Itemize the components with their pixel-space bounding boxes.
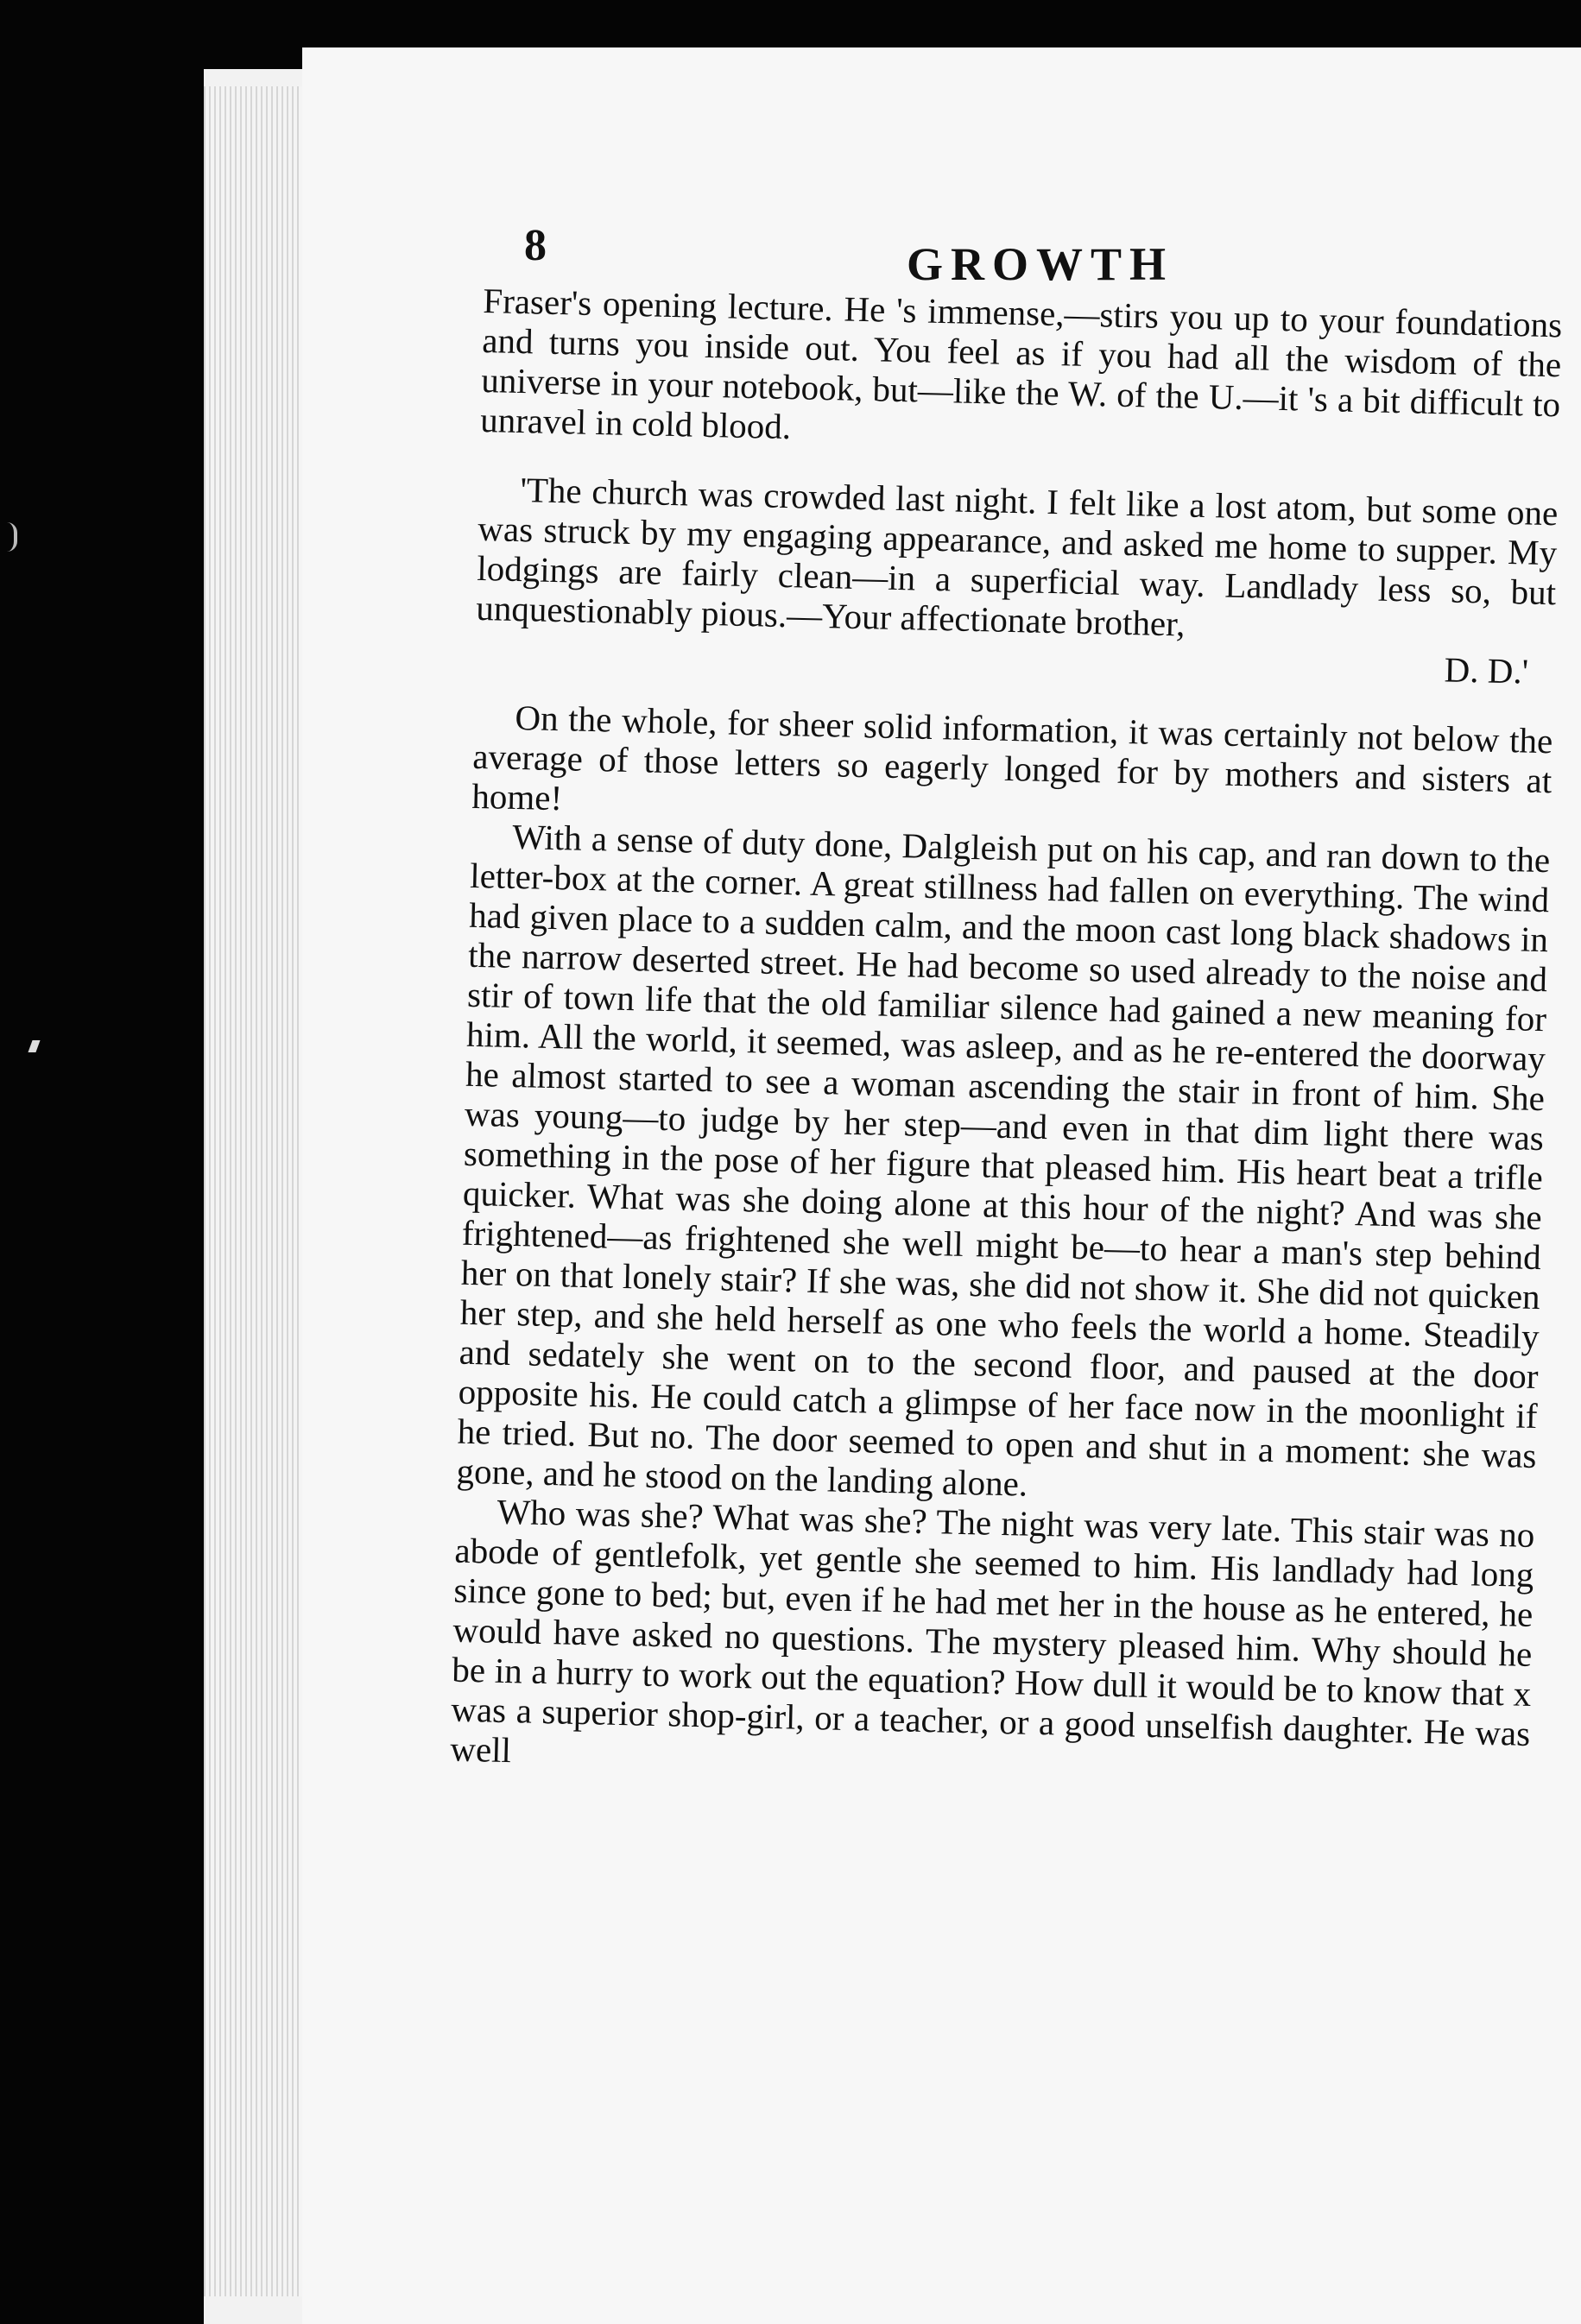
paragraph: Fraser's opening lecture. He 's immense,—stirs you up to your foundations and turns you inside out. You feel as if you had all the wisdom of the universe in your notebook, but—like the W. of the U.—it 's a bit difficult to unravel in cold blood. <box>479 281 1563 447</box>
page-number: 8 <box>524 221 547 270</box>
paragraph: On the whole, for sheer solid information, it was certainly not below the average of those letters so eagerly longed for by mothers and sisters at home! <box>471 697 1553 818</box>
paragraph: With a sense of duty done, Dalgleish put on his cap, and ran down to the letter-box at the corner. A great stillness had fallen on everything. The wind had given place to a sudden calm, and the moon cast long black shadows in the narrow deserted street. He had become so used already to the noise and stir of town life that the old familiar silence had gained a new meaning for him. All the world, it seemed, was asleep, and as he re-entered the doorway he almost started to see a woman ascending the stair in front of him. She was young—to judge by her step—and even in that dim light there was something in the pose of her figure that pleased him. His heart beat a trifle quicker. What was she doing alone at this hour of the night? And was she frightened—as frightened she well might be—to hear a man's step behind her on that lonely stair? If she was, she did not show it. She did not quicken her step, and she held herself as one who feels the world a home. Steadily and sedately she went on to the second floor, and paused at the door opposite his. He could catch a glimpse of her face now in the moonlight if he tried. But no. The door seemed to open and shut in a moment: she was gone, and he stood on the landing alone. <box>456 816 1551 1504</box>
signature: D. D.' <box>1444 649 1529 692</box>
running-head: GROWTH <box>907 238 1174 290</box>
body-text <box>450 281 1563 1793</box>
paragraph: Who was she? What was she? The night was very late. This stair was no abode of gentlefolk, yet gentle she seemed to him. His landlady had long since gone to bed; but, even if he had met her in the house as he entered, he would have asked no questions. The mystery pleased him. Why should he be in a hurry to work out the equation? How dull it would be to know that x was a superior shop-girl, or a teacher, or a good unselfish daughter. He was well <box>449 1491 1535 1771</box>
paragraph: 'The church was crowded last night. I felt like a lost atom, but some one was struck by my engaging appearance, and asked me home to supper. My lodgings are fairly clean—in a superficial way. Landlady less so, but unquestionably pious.—Your affectionate brother, <box>475 470 1559 644</box>
edge-mark <box>7 522 17 552</box>
edge-speck <box>28 1040 40 1052</box>
